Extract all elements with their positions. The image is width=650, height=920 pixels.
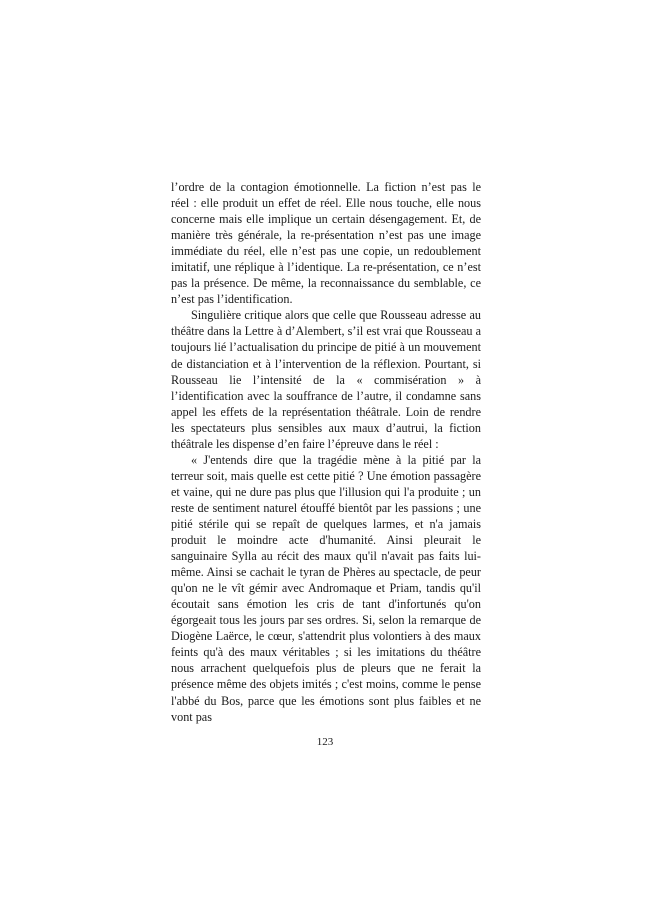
paragraph-2: Singulière critique alors que celle que Rousseau adresse au théâtre dans la Lettre à d’Alembert, s’il est vrai que Rousseau a toujours lié l’actualisation du principe de pitié à un mouvement de distanciation et à l’intervention de la réflexion. Pourtant, si Rousseau lie l’intensité de la « commisération » à l’identification avec la souffrance de l’autre, il condamne sans appel les effets de la représentation théâtrale. Loin de rendre les spectateurs plus sensibles aux maux d’autrui, la fiction théâtrale les dispense d’en faire l’épreuve dans le réel : xyxy=(171,308,481,451)
page-body xyxy=(171,179,481,725)
paragraph-1: l’ordre de la contagion émotionnelle. La fiction n’est pas le réel : elle produit un effet de réel. Elle nous touche, elle nous concerne mais elle implique un certain désengagement. Et, de manière très générale, la re-présentation n’est pas une image immédiate du réel, elle n’est pas une copie, un redoublement imitatif, une réplique à l’identique. La re-présentation, ce n’est pas la présence. De même, la reconnaissance du semblable, ce n’est pas l’identification. xyxy=(171,180,481,307)
page-number: 123 xyxy=(316,736,334,748)
paragraph-3-quotation: « J'entends dire que la tragédie mène à la pitié par la terreur soit, mais quelle est cette pitié ? Une émotion passagère et vaine, qui ne dure pas plus que l'illusion qui l'a produite ; un reste de sentiment naturel étouffé bientôt par les passions ; une pitié stérile qui se repaît de quelques larmes, et n'a jamais produit le moindre acte d'humanité. Ainsi pleurait le sanguinaire Sylla au récit des maux qu'il n'avait pas faits lui-même. Ainsi se cachait le tyran de Phères au spectacle, de peur qu'on ne le vît gémir avec Andromaque et Priam, tandis qu'il écoutait sans émotion les cris de tant d'infortunés qu'on égorgeait tous les jours par ses ordres. Si, selon la remarque de Diogène Laërce, le cœur, s'attendrit plus volontiers à des maux feints qu'à des maux véritables ; si les imitations du théâtre nous arrachent quelquefois plus de pleurs que ne ferait la présence même des objets imités ; c'est moins, comme le pense l'abbé du Bos, parce que les émotions sont plus faibles et ne vont pas xyxy=(171,452,481,724)
